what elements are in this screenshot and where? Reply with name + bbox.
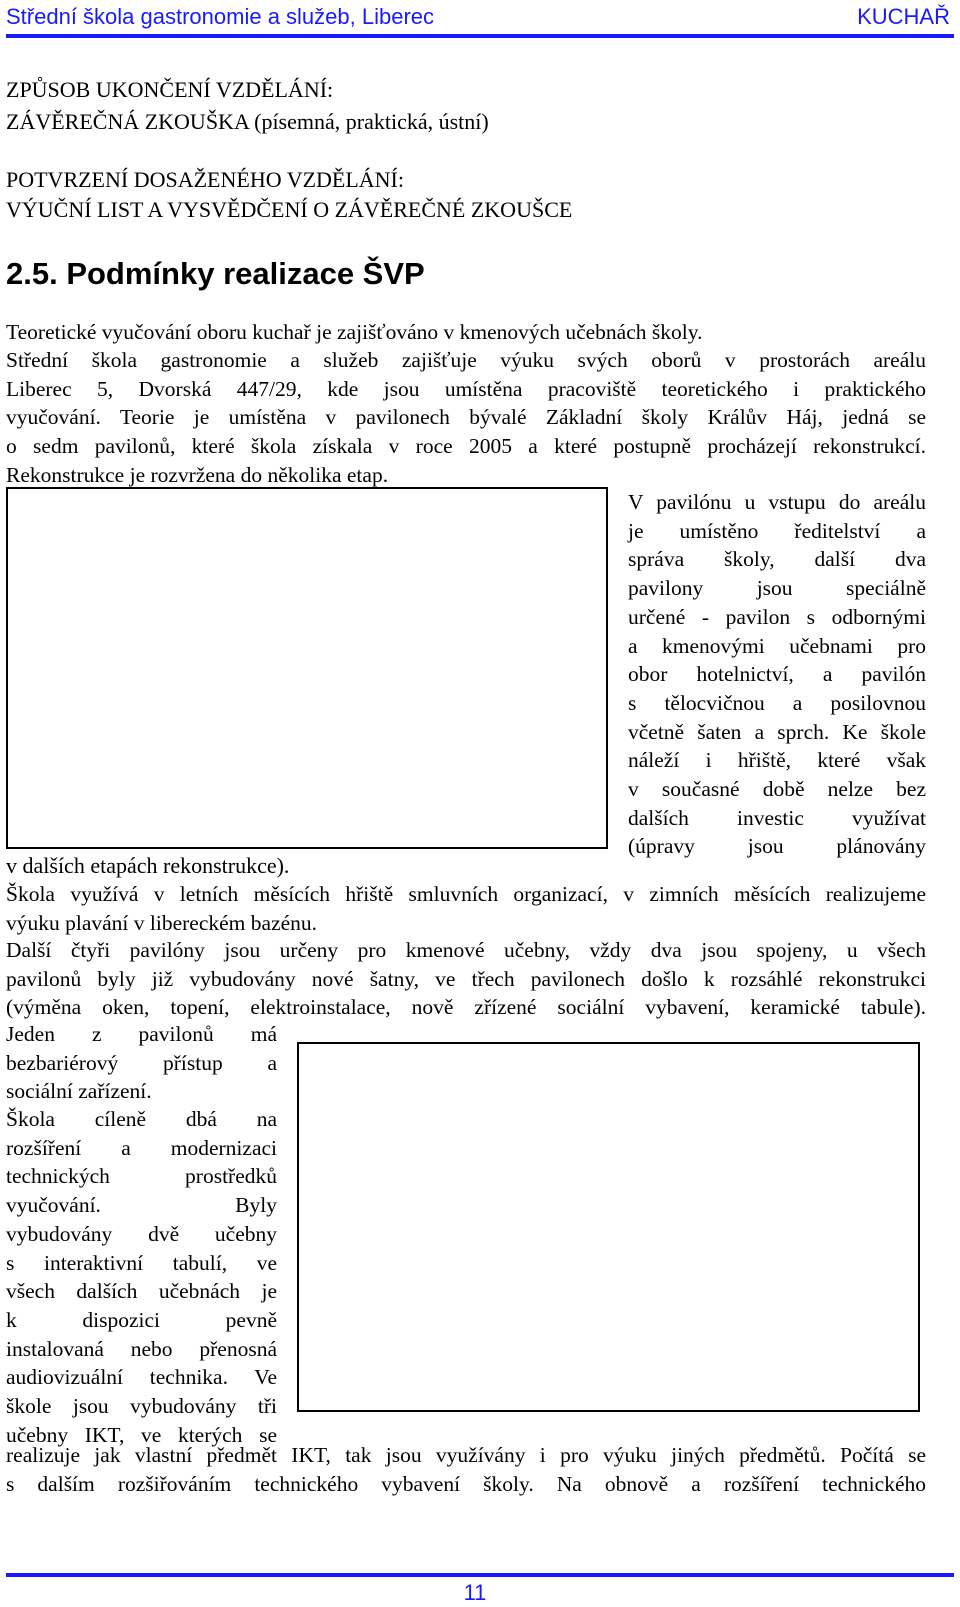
paragraph-line: s tělocvičnou a posilovnou bbox=[628, 690, 926, 715]
paragraph-line: určené - pavilon s odbornými bbox=[628, 604, 926, 629]
paragraph-line: v současné době nelze bez bbox=[628, 777, 926, 802]
paragraph-6-end bbox=[6, 1441, 926, 1498]
paragraph-2-end: v dalších etapách rekonstrukce). bbox=[6, 853, 290, 878]
paragraph-line: (výměna oken, topení, elektroinstalace, nově zřízené sociální vybavení, keramické tabule). bbox=[6, 995, 926, 1020]
paragraph-line: V pavilónu u vstupu do areálu bbox=[628, 490, 926, 514]
paragraph-line: s dalším rozšiřováním technického vybavení školy. Na obnově a rozšíření technického bbox=[6, 1471, 926, 1496]
paragraph-line: dalších investic využívat bbox=[628, 805, 926, 830]
paragraph-4 bbox=[6, 936, 926, 1022]
classroom-photo bbox=[297, 1042, 920, 1412]
campus-photo bbox=[6, 487, 608, 849]
completion-label: ZPŮSOB UKONČENÍ VZDĚLÁNÍ: bbox=[6, 77, 334, 102]
paragraph-line: rozšíření a modernizaci bbox=[6, 1135, 277, 1160]
paragraph-line: pavilonů byly již vybudovány nové šatny, ve třech pavilonech došlo k rozsáhlé rekonstrukci bbox=[6, 966, 926, 991]
paragraph-6 bbox=[6, 1105, 277, 1449]
paragraph-3 bbox=[6, 880, 926, 937]
paragraph-line: vyučování. Byly bbox=[6, 1193, 277, 1218]
paragraph-line: včetně šaten a sprch. Ke škole bbox=[628, 719, 926, 744]
paragraph-line: vybudovány dvě učebny bbox=[6, 1221, 277, 1246]
paragraph-line: bezbariérový přístup a bbox=[6, 1050, 277, 1075]
paragraph-line: Škola využívá v letních měsících hřiště smluvních organizací, v zimních měsících realizujeme bbox=[6, 882, 926, 906]
paragraph-line: obor hotelnictví, a pavilón bbox=[628, 662, 926, 687]
paragraph-line: sociální zařízení. bbox=[6, 1079, 152, 1104]
paragraph-line: správa školy, další dva bbox=[628, 547, 926, 572]
paragraph-line: náleží i hřiště, které však bbox=[628, 748, 926, 773]
paragraph-line: výuku plavání v libereckém bazénu. bbox=[6, 910, 318, 935]
paragraph-1 bbox=[6, 318, 926, 347]
paragraph-line: realizuje jak vlastní předmět IKT, tak jsou využívány i pro výuku jiných předmětů. Počítá se bbox=[6, 1443, 926, 1467]
paragraph-line: vyučování. Teorie je umístěna v pavilonech bývalé Základní školy Králův Háj, jedná se bbox=[6, 405, 926, 430]
paragraph-line: Liberec 5, Dvorská 447/29, kde jsou umístěna pracoviště teoretického i praktického bbox=[6, 376, 926, 401]
paragraph-line: s interaktivní tabulí, ve bbox=[6, 1250, 277, 1275]
paragraph-line: audiovizuální technika. Ve bbox=[6, 1365, 277, 1390]
paragraph-line: Rekonstrukce je rozvržena do několika etap. bbox=[6, 462, 389, 487]
paragraph-line: o sedm pavilonů, které škola získala v roce 2005 a které postupně procházejí rekonstrukcí. bbox=[6, 434, 926, 459]
paragraph-1-body bbox=[6, 346, 926, 490]
page-number: 11 bbox=[463, 1580, 487, 1605]
paragraph-line: Další čtyři pavilóny jsou určeny pro kmenové učebny, vždy dva jsou spojeny, u všech bbox=[6, 938, 926, 962]
paragraph-2 bbox=[628, 488, 926, 861]
paragraph-line: škole jsou vybudovány tři bbox=[6, 1394, 277, 1419]
paragraph-line: (úpravy jsou plánovány bbox=[628, 834, 926, 859]
section-heading: 2.5. Podmínky realizace ŠVP bbox=[6, 256, 425, 291]
paragraph-line: je umístěno ředitelství a bbox=[628, 518, 926, 543]
footer-rule bbox=[6, 1573, 954, 1577]
paragraph-line: Škola cíleně dbá na bbox=[6, 1107, 277, 1131]
paragraph-line: Teoretické vyučování oboru kuchař je zajišťováno v kmenových učebnách školy. bbox=[6, 320, 703, 344]
paragraph-line: Střední škola gastronomie a služeb zajišťuje výuku svých oborů v prostorách areálu bbox=[6, 348, 926, 372]
paragraph-line: všech dalších učebnách je bbox=[6, 1279, 277, 1304]
paragraph-line: pavilony jsou speciálně bbox=[628, 576, 926, 601]
page-header bbox=[6, 4, 954, 38]
paragraph-line: učebny IKT, ve kterých se bbox=[6, 1422, 277, 1447]
header-school-name: Střední škola gastronomie a služeb, Liberec bbox=[6, 4, 435, 29]
header-program-name: KUCHAŘ bbox=[857, 4, 950, 29]
completion-value: ZÁVĚREČNÁ ZKOUŠKA (písemná, praktická, ústní) bbox=[6, 109, 489, 134]
paragraph-line: technických prostředků bbox=[6, 1164, 277, 1189]
paragraph-line: a kmenovými učebnami pro bbox=[628, 633, 926, 658]
paragraph-5 bbox=[6, 1020, 277, 1106]
certification-value: VÝUČNÍ LIST A VYSVĚDČENÍ O ZÁVĚREČNÉ ZKOUŠCE bbox=[6, 197, 573, 222]
certification-label: POTVRZENÍ DOSAŽENÉHO VZDĚLÁNÍ: bbox=[6, 167, 404, 192]
paragraph-line: k dispozici pevně bbox=[6, 1307, 277, 1332]
paragraph-line: instalovaná nebo přenosná bbox=[6, 1336, 277, 1361]
paragraph-line: Jeden z pavilonů má bbox=[6, 1022, 277, 1046]
